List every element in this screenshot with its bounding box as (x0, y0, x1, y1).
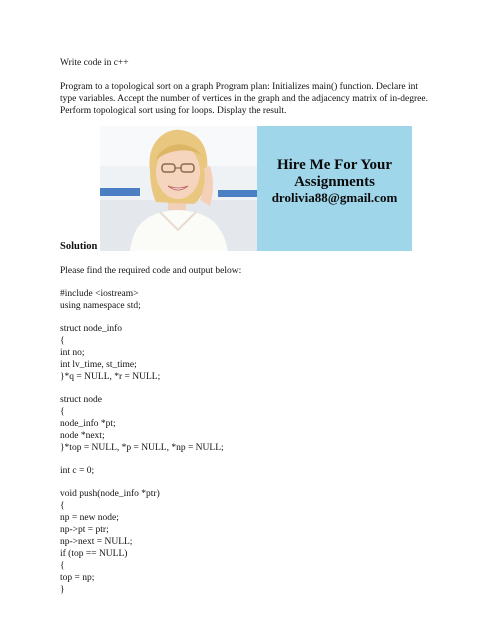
promo-headline: Hire Me For Your (276, 157, 393, 173)
code-line: node *next; (60, 431, 105, 441)
code-line: { (60, 561, 65, 571)
code-line: int no; (60, 348, 85, 358)
code-line: { (60, 336, 65, 346)
code-line: node_info *pt; (60, 419, 116, 429)
code-line: int lv_time, st_time; (60, 360, 137, 370)
promo-email: drolivia88@gmail.com (271, 190, 398, 205)
code-line: top = np; (60, 573, 95, 583)
solution-intro: Please find the required code and output below: (60, 266, 242, 276)
code-line: struct node (60, 395, 102, 405)
code-line: { (60, 407, 65, 417)
code-line: }*top = NULL, *p = NULL, *np = NULL; (60, 443, 224, 453)
question-heading: Write code in c++ (60, 58, 129, 68)
code-line: }*q = NULL, *r = NULL; (60, 372, 161, 382)
code-line: { (60, 501, 65, 511)
code-line: np = new node; (60, 513, 119, 523)
code-line: using namespace std; (60, 301, 141, 311)
promo-text-panel (257, 126, 412, 251)
problem-line: Program to a topological sort on a graph Program plan: Initializes main() function. Declare int (60, 82, 418, 92)
code-line: struct node_info (60, 324, 123, 334)
problem-line: type variables. Accept the number of vertices in the graph and the adjacency matrix of in-degree. (60, 94, 428, 104)
code-line: np->pt = ptr; (60, 525, 109, 535)
code-line: np->next = NULL; (60, 537, 133, 547)
code-line: #include <iostream> (60, 289, 139, 299)
solution-heading: Solution (60, 241, 98, 252)
code-line: void push(node_info *ptr) (60, 489, 160, 499)
promo-headline: Assignments (294, 174, 375, 190)
code-line: } (60, 585, 65, 595)
promo-banner (100, 126, 412, 251)
code-line: if (top == NULL) (60, 549, 128, 559)
code-line: int c = 0; (60, 466, 95, 476)
woman-photo-image (100, 126, 257, 251)
problem-line: Perform topological sort using for loops. Display the result. (60, 106, 287, 116)
